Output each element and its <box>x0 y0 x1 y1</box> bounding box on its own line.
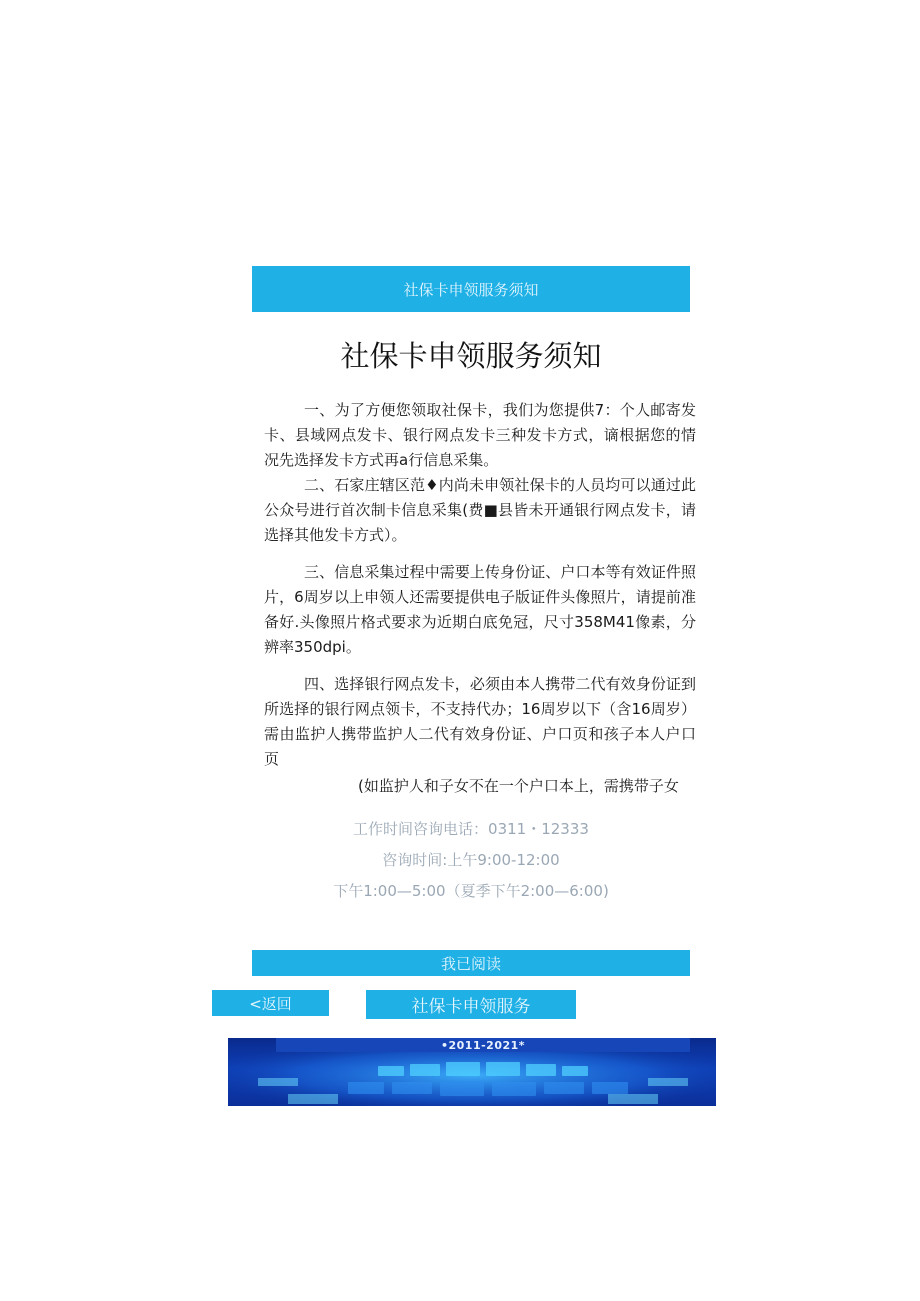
contact-info <box>252 814 690 907</box>
header-bar <box>252 266 690 312</box>
footer-title-text: 社保卡申领服务 <box>411 997 531 1017</box>
notice-item-4-note: (如监护人和子女不在一个户口本上，需携带子女 <box>358 777 679 795</box>
notice-body <box>264 398 696 799</box>
notice-item-3: 三、信息采集过程中需要上传身份证、户口本等有效证件照片，6周岁以上申领人还需要提供电子版证件头像照片，请提前准备好.头像照片格式要求为近期白底免冠，尺寸358M41像素，分辨率350dpi。 <box>264 563 696 656</box>
header-title: 社保卡申领服务须知 <box>403 280 539 299</box>
footer-title <box>366 990 576 1019</box>
footer-banner <box>228 1038 716 1106</box>
notice-item-2: 二、石家庄辖区范♦内尚未申领社保卡的人员均可以通过此公众号进行首次制卡信息采集(费■县皆未开通银行网点发卡，请选择其他发卡方式）。 <box>264 476 696 544</box>
contact-phone: 工作时间咨询电话：0311・12333 <box>353 820 589 838</box>
notice-item-4: 四、选择银行网点发卡，必须由本人携带二代有效身份证到所选择的银行网点领卡，不支持代办；16周岁以下（含16周岁）需由监护人携带监护人二代有效身份证、户口页和孩子本人户口页 <box>264 675 696 768</box>
contact-hours-afternoon: 下午1:00—5:00（夏季下午2:00—6:00) <box>333 882 609 900</box>
banner-years: •2011-2021* <box>276 1038 690 1052</box>
notice-item-1: 一、为了方便您领取社保卡，我们为您提供7：个人邮寄发卡、县域网点发卡、银行网点发卡三种发卡方式，谪根据您的情况先选择发卡方式再a行信息采集。 <box>264 401 696 469</box>
contact-hours-morning: 咨询时间:上午9:00-12:00 <box>382 851 560 869</box>
read-confirm-button[interactable]: 我已阅读 <box>252 950 690 976</box>
back-button[interactable]: <返回 <box>212 990 329 1016</box>
page-title: 社保卡申领服务须知 <box>340 339 602 373</box>
